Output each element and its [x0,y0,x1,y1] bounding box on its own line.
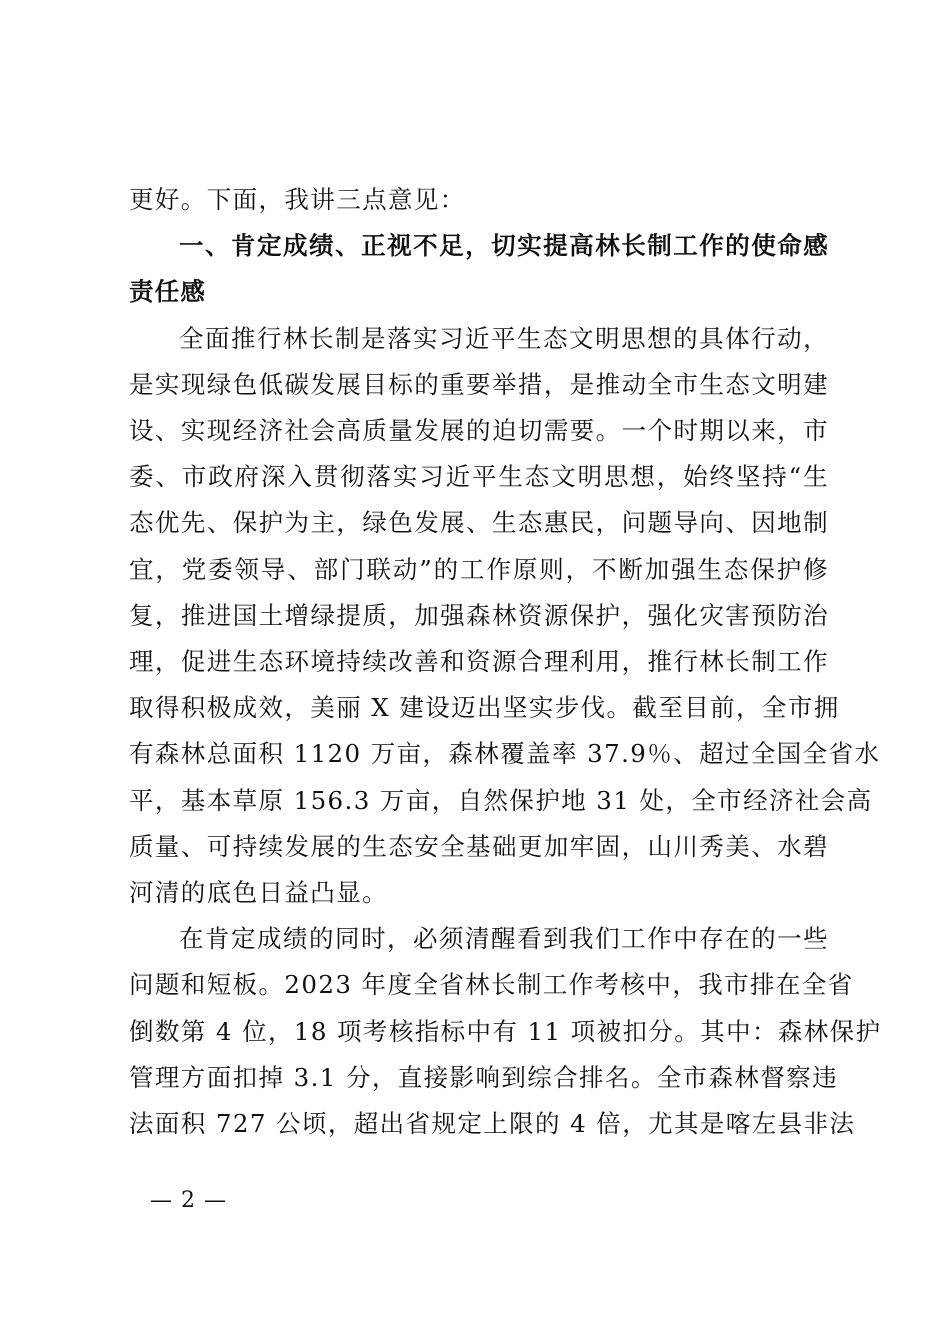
paragraph-line: 管理方面扣掉 3.1 分，直接影响到综合排名。全市森林督察违 [129,1062,839,1092]
paragraph-line: 更好。下面，我讲三点意见： [129,185,466,214]
paragraph-line: 平，基本草原 156.3 万亩，自然保护地 31 处，全市经济社会高 [129,785,873,815]
page-number: — 2 — [150,1188,227,1213]
paragraph-line: 问题和短板。2023 年度全省林长制工作考核中，我市排在全省 [129,970,854,1000]
paragraph-line: 设、实现经济社会高质量发展的迫切需要。一个时期以来，市 [129,416,829,446]
paragraph-line: 倒数第 4 位，18 项考核指标中有 11 项被扣分。其中：森林保护 [129,1016,882,1046]
paragraph-line: 宜，党委领导、部门联动”的工作原则，不断加强生态保护修 [129,554,829,584]
paragraph-line: 态优先、保护为主，绿色发展、生态惠民，问题导向、因地制 [129,508,829,538]
paragraph-line: 有森林总面积 1120 万亩，森林覆盖率 37.9％、超过全国全省水 [129,739,881,769]
paragraph-line: 全面推行林长制是落实习近平生态文明思想的具体行动， [179,323,829,353]
section-heading-line: 责任感 [129,277,207,307]
body-text [129,177,882,1147]
paragraph-line: 理，促进生态环境持续改善和资源合理利用，推行林长制工作 [129,647,829,677]
paragraph-line: 质量、可持续发展的生态安全基础更加牢固，山川秀美、水碧 [129,831,829,861]
paragraph-line: 复，推进国土增绿提质，加强森林资源保护，强化灾害预防治 [129,600,829,630]
paragraph-line: 法面积 727 公顷，超出省规定上限的 4 倍，尤其是喀左县非法 [129,1109,856,1139]
paragraph-line: 是实现绿色低碳发展目标的重要举措，是推动全市生态文明建 [129,369,829,399]
paragraph-line: 河清的底色日益凸显。 [129,878,388,908]
paragraph-line: 取得积极成效，美丽 X 建设迈出坚实步伐。截至目前，全市拥 [129,693,840,723]
paragraph-line: 在肯定成绩的同时，必须清醒看到我们工作中存在的一些 [179,924,829,954]
paragraph-line: 委、市政府深入贯彻落实习近平生态文明思想，始终坚持“生 [129,462,829,492]
section-heading-line: 一、肯定成绩、正视不足，切实提高林长制工作的使命感 [179,231,829,261]
